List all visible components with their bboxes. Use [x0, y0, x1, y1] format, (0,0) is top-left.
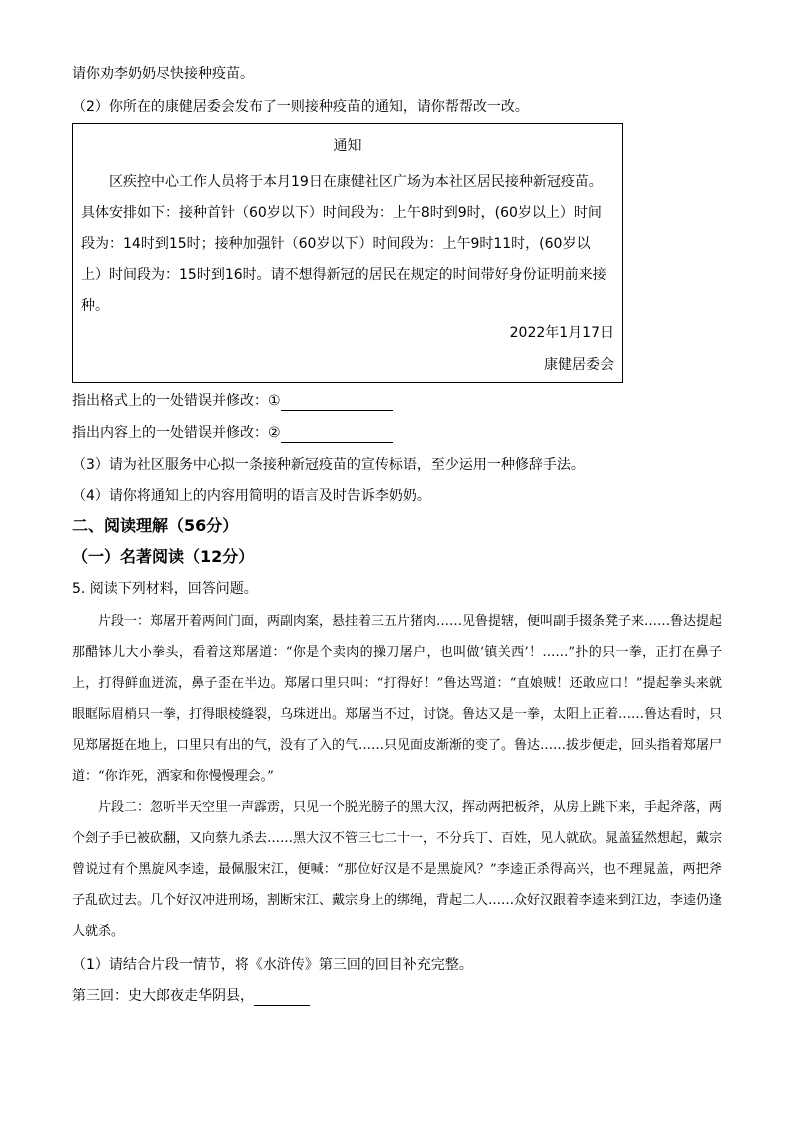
- notice-org: 康健居委会: [544, 357, 614, 373]
- notice-line: 种。: [81, 298, 109, 314]
- passage: [72, 606, 722, 947]
- chapter-blank[interactable]: [254, 989, 310, 1006]
- question-3: （3）请为社区服务中心拟一条接种新冠疫苗的宣传标语，至少运用一种修辞手法。: [72, 457, 585, 473]
- text-line: 请你劝李奶奶尽快接种疫苗。: [72, 66, 254, 82]
- notice-body: [81, 167, 617, 322]
- question-5: 5. 阅读下列材料，回答问题。: [72, 581, 258, 597]
- passage-paragraph-2: 片段二：忽听半天空里一声霹雳，只见一个脱光膀子的黑大汉，挥动两把板斧，从房上跳下来，手起斧落，两个刽子手已被砍翻，又向蔡九杀去……黑大汉不管三七二十一，不分兵丁、百姓，见人就砍。晁盖猛然想起，戴宗曾说过有个黑旋风李逵，最佩服宋江，便喊：“那位好汉是不是黑旋风？”李逵正杀得高兴，也不理晁盖，两把斧子乱砍过去。几个好汉冲进刑场，割断宋江、戴宗身上的绑绳，背起二人……众好汉跟着李逵来到江边，李逵仍逢人就杀。: [72, 800, 723, 939]
- chapter-prompt: [72, 986, 310, 1006]
- content-error-blank[interactable]: [281, 426, 393, 443]
- notice-line: 具体安排如下：接种首针（60岁以下）时间段为：上午8时到9时，(60岁以上）时间: [81, 205, 602, 221]
- question-4: （4）请你将通知上的内容用简明的语言及时告诉李奶奶。: [72, 488, 431, 504]
- section-heading: 二、阅读理解（56分）: [72, 516, 239, 535]
- notice-line: 上）时间段为：15时到16时。请不想得新冠的居民在规定的时间带好身份证明前来接: [81, 267, 607, 283]
- format-error-blank[interactable]: [281, 394, 393, 411]
- question-2: （2）你所在的康健居委会发布了一则接种疫苗的通知，请你帮帮改一改。: [72, 99, 529, 115]
- content-error-label: 指出内容上的一处错误并修改：②: [72, 425, 281, 441]
- subsection-heading: （一）名著阅读（12分）: [72, 547, 255, 566]
- notice-box: [72, 123, 623, 383]
- question-5-1: （1）请结合片段一情节，将《水浒传》第三回的回目补充完整。: [72, 957, 473, 973]
- format-error-prompt: [72, 391, 393, 411]
- notice-line: 段为：14时到15时；接种加强针（60岁以下）时间段为：上午9时11时，(60岁以: [81, 236, 591, 252]
- passage-paragraph-1: 片段一：郑屠开着两间门面，两副肉案，悬挂着三五片猪肉……见鲁提辖，便叫副手掇条凳子来……鲁达提起那醋钵儿大小拳头，看着这郑屠道：“你是个卖肉的操刀屠户，也叫做‘镇关西’！……”扑的只一拳，正打在鼻子上，打得鲜血迸流，鼻子歪在半边。郑屠口里只叫：“打得好！”鲁达骂道：“直娘贼！还敢应口！”提起拳头来就眼眶际眉梢只一拳，打得眼棱缝裂，乌珠迸出。郑屠当不过，讨饶。鲁达又是一拳，太阳上正着……鲁达看时，只见郑屠挺在地上，口里只有出的气，没有了入的气……只见面皮渐渐的变了。鲁达……拔步便走，回头指着郑屠尸道：“你诈死，洒家和你慢慢理会。”: [72, 614, 723, 784]
- notice-line: 区疾控中心工作人员将于本月19日在康健社区广场为本社区居民接种新冠疫苗。: [109, 174, 603, 190]
- chapter-label: 第三回：史大郎夜走华阴县，: [72, 988, 254, 1004]
- notice-date: 2022年1月17日: [509, 325, 614, 341]
- notice-title: 通知: [333, 138, 362, 154]
- format-error-label: 指出格式上的一处错误并修改：①: [72, 393, 281, 409]
- content-error-prompt: [72, 423, 393, 443]
